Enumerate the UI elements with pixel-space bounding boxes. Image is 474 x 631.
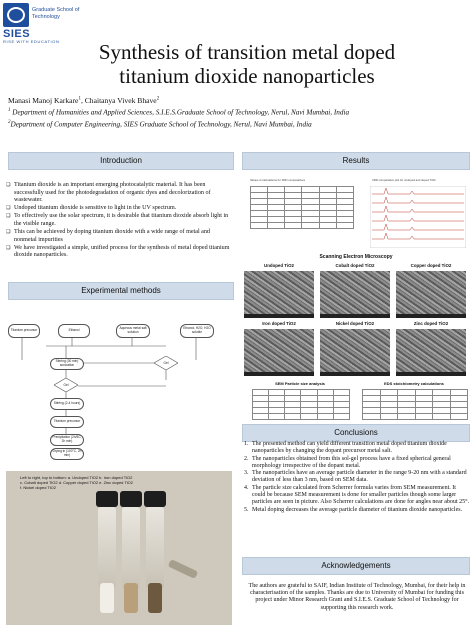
author1-sup: 1 bbox=[78, 96, 81, 102]
conclusions-header: Conclusions bbox=[242, 424, 470, 442]
eds-title: EDS stoichiometry calculations bbox=[384, 381, 444, 386]
flow-box-titanium-precursor-2: Titanium precursor bbox=[50, 416, 84, 428]
authors bbox=[8, 96, 159, 105]
sem-label: Nickel doped TiO2 bbox=[335, 321, 375, 326]
vial-cap bbox=[96, 491, 118, 507]
logo-school-line2: Technology bbox=[32, 14, 60, 20]
flow-decision-gel-label: Gel bbox=[163, 361, 169, 365]
xrd-plot bbox=[370, 186, 466, 248]
intro-item: ❑ We have investigated a simple, unified process for the synthesis of metal doped titanium dioxide nanoparticles. bbox=[6, 245, 232, 260]
affiliation-2-text: Department of Computer Engineering, SIES Graduate School of Technology, Nerul, Navi Mumbai, India bbox=[10, 120, 312, 129]
author2-sup: 2 bbox=[156, 96, 160, 102]
sem-label: Cobalt doped TiO2 bbox=[335, 263, 375, 268]
title-line2: titanium dioxide nanoparticles bbox=[119, 64, 375, 88]
introduction-list bbox=[6, 182, 232, 260]
photo-caption-line: Left to right, top to bottom: a. Undoped TiO2 b. Iron doped TiO2 bbox=[20, 475, 133, 480]
conclusion-item: 2. The nanoparticles obtained from this sol-gel process have a fixed spherical general morphology irrespective of the dopant metal. bbox=[244, 455, 451, 469]
intro-item: ❑ This can be achieved by doping titanium dioxide with a wide range of metal and nonmetal impurities bbox=[6, 229, 232, 244]
acknowledgements-header: Acknowledgements bbox=[242, 557, 470, 575]
flow-box-stirring-hours: Stirring (2-4 hours) bbox=[50, 398, 84, 410]
poster-title bbox=[40, 40, 454, 88]
flow-decision-gel-2 bbox=[54, 378, 78, 392]
affiliation-2-sup: 2 bbox=[8, 120, 11, 125]
photo-caption-line: f. Nickel doped TiO2 bbox=[20, 485, 57, 491]
sies-logo bbox=[3, 3, 87, 45]
intro-item: ❑ To effectively use the solar spectrum, it is desirable that titanium dioxide absorb light in the visible range. bbox=[6, 213, 232, 228]
sem-image-nickel bbox=[320, 329, 390, 376]
xrd-results bbox=[242, 178, 470, 251]
vial bbox=[146, 507, 164, 589]
vial-cap bbox=[120, 491, 142, 507]
conclusion-item: 5. Metal doping decreases the average particle diameter of titanium dioxide nanoparticles. bbox=[244, 506, 463, 513]
sem-image-undoped bbox=[244, 271, 314, 318]
flow-box-ethanol: Ethanol bbox=[58, 324, 90, 338]
affiliation-1 bbox=[8, 108, 349, 116]
title-line1: Synthesis of transition metal doped bbox=[98, 40, 396, 64]
experimental-header: Experimental methods bbox=[8, 282, 234, 300]
flow-box-drying: Drying in (100°C, 2h min) bbox=[50, 448, 84, 460]
flow-box-precipitation: Precipitation (2h/5C, 2h min) bbox=[50, 434, 84, 446]
logo-tagline: RISE WITH EDUCATION bbox=[3, 39, 60, 44]
photo-caption-line: c. Cobalt doped TiO2 d. Copper doped TiO2 e. Zinc doped TiO2 bbox=[20, 480, 133, 486]
conclusion-item: 4. The particle size calculated from Scherrer formula varies from SEM measurement. It could be because SEM measurement is done for smaller particles though some larger particles are seen in picture. Also Scherrer calculations are done for angles near about 25°. bbox=[244, 484, 469, 506]
size-analysis-table bbox=[252, 389, 350, 420]
author1: Manasi Manoj Karkare bbox=[8, 96, 79, 105]
flow-decision-gel bbox=[154, 356, 178, 370]
flow-box-solvent: Ethanol, H2O, H2O soluble bbox=[180, 324, 214, 338]
conclusions-list bbox=[244, 441, 470, 514]
logo-school-line1: Graduate School of bbox=[32, 7, 80, 13]
xrd-table-title: Values of calculations for XRD comparatives bbox=[250, 178, 305, 182]
affiliation-1-sup: 1 bbox=[8, 108, 11, 113]
flow-box-titanium-precursor: Titanium precursor bbox=[8, 324, 40, 338]
conclusion-item: 3. The nanoparticles have an average particle diameter in the range 9-20 nm with a standard deviation of less than 3 nm, based on SEM data. bbox=[244, 470, 467, 484]
introduction-header: Introduction bbox=[8, 152, 234, 170]
logo-short: SIES bbox=[3, 28, 31, 40]
conclusion-text: The nanoparticles obtained from this sol-gel process have a fixed spherical general morphology irrespective of the dopant metal. bbox=[252, 455, 451, 469]
sem-label: Iron doped TiO2 bbox=[262, 321, 296, 326]
synthesis-flowchart bbox=[6, 316, 232, 462]
sem-image-copper bbox=[396, 271, 466, 318]
sem-image-zinc bbox=[396, 329, 466, 376]
affiliation-2 bbox=[8, 120, 312, 128]
vial-cap bbox=[144, 491, 166, 507]
vial-sample bbox=[124, 583, 138, 613]
loose-vial bbox=[168, 559, 199, 579]
intro-item: ❑ Titanium dioxide is an important emerging photocatalytic material. It has been successfully used for the photodegradation of organic dyes and decolorization of wastewater. bbox=[6, 182, 232, 205]
sem-image-cobalt bbox=[320, 271, 390, 318]
sem-label: Undoped TiO2 bbox=[264, 263, 294, 268]
conclusion-text: The particle size calculated from Scherrer formula varies from SEM measurement. It could be because SEM measurement is done for smaller particles though some larger particles are seen in picture. Also Scherrer calculations are done for angles near about 25°. bbox=[252, 484, 469, 506]
results-header: Results bbox=[242, 152, 470, 170]
conclusion-text: Metal doping decreases the average particle diameter of titanium dioxide nanoparticles. bbox=[252, 506, 463, 513]
sies-emblem-icon bbox=[3, 3, 29, 27]
sem-label: Zinc doped TiO2 bbox=[413, 321, 449, 326]
acknowledgement-text: The authors are grateful to SAIF, Indian Institute of Technology, Mumbai, for their help in characterisation of the samples. Thanks are due to University of Mumbai for funding this project under Minor Research Grant and S.I.E.S. Graduate School of Technology for supporting this research work. bbox=[248, 583, 466, 611]
flow-box-stirring: Stirring (30 min) sonication bbox=[50, 358, 84, 370]
sem-image-iron bbox=[244, 329, 314, 376]
conclusion-text: The nanoparticles have an average particle diameter in the range 9-20 nm with a standard deviation of less than 3 nm, based on SEM data. bbox=[252, 470, 467, 484]
vial-sample bbox=[100, 583, 114, 613]
flow-decision-gel-2-label: Gel bbox=[63, 383, 69, 387]
sem-label: Copper doped TiO2 bbox=[410, 263, 452, 268]
author2: , Chaitanya Vivek Bhave bbox=[80, 96, 157, 105]
xrd-plot-title: XRD comparative plot for undoped and doped TiO2 bbox=[372, 178, 436, 182]
vials-photo bbox=[6, 471, 232, 625]
vial-sample bbox=[148, 583, 162, 613]
conclusion-item: 1. The presented method can yield different transition metal doped titanium dioxide nanoparticles by changing the dopant precursor metal salt. bbox=[244, 441, 447, 455]
sem-title: Scanning Electron Microscopy bbox=[319, 254, 393, 260]
xrd-table bbox=[250, 186, 354, 229]
affiliation-1-text: Department of Humanities and Applied Sciences, S.I.E.S.Graduate School of Technology, Nerul, Navi Mumbai, India bbox=[10, 108, 350, 117]
vial bbox=[122, 507, 140, 589]
size-analysis-title: SEM Particle size analysis bbox=[275, 381, 325, 386]
eds-table bbox=[362, 389, 468, 420]
conclusion-text: The presented method can yield different transition metal doped titanium dioxide nanoparticles by changing the dopant precursor metal salt. bbox=[252, 441, 447, 455]
logo-school-name bbox=[32, 7, 79, 21]
flow-box-metal-salt: Aqueous metal salt solution bbox=[116, 324, 150, 338]
vial bbox=[98, 507, 116, 589]
photo-caption bbox=[20, 475, 133, 491]
intro-item: ❑ Undoped titanium dioxide is sensitive to light in the UV spectrum. bbox=[6, 205, 232, 213]
